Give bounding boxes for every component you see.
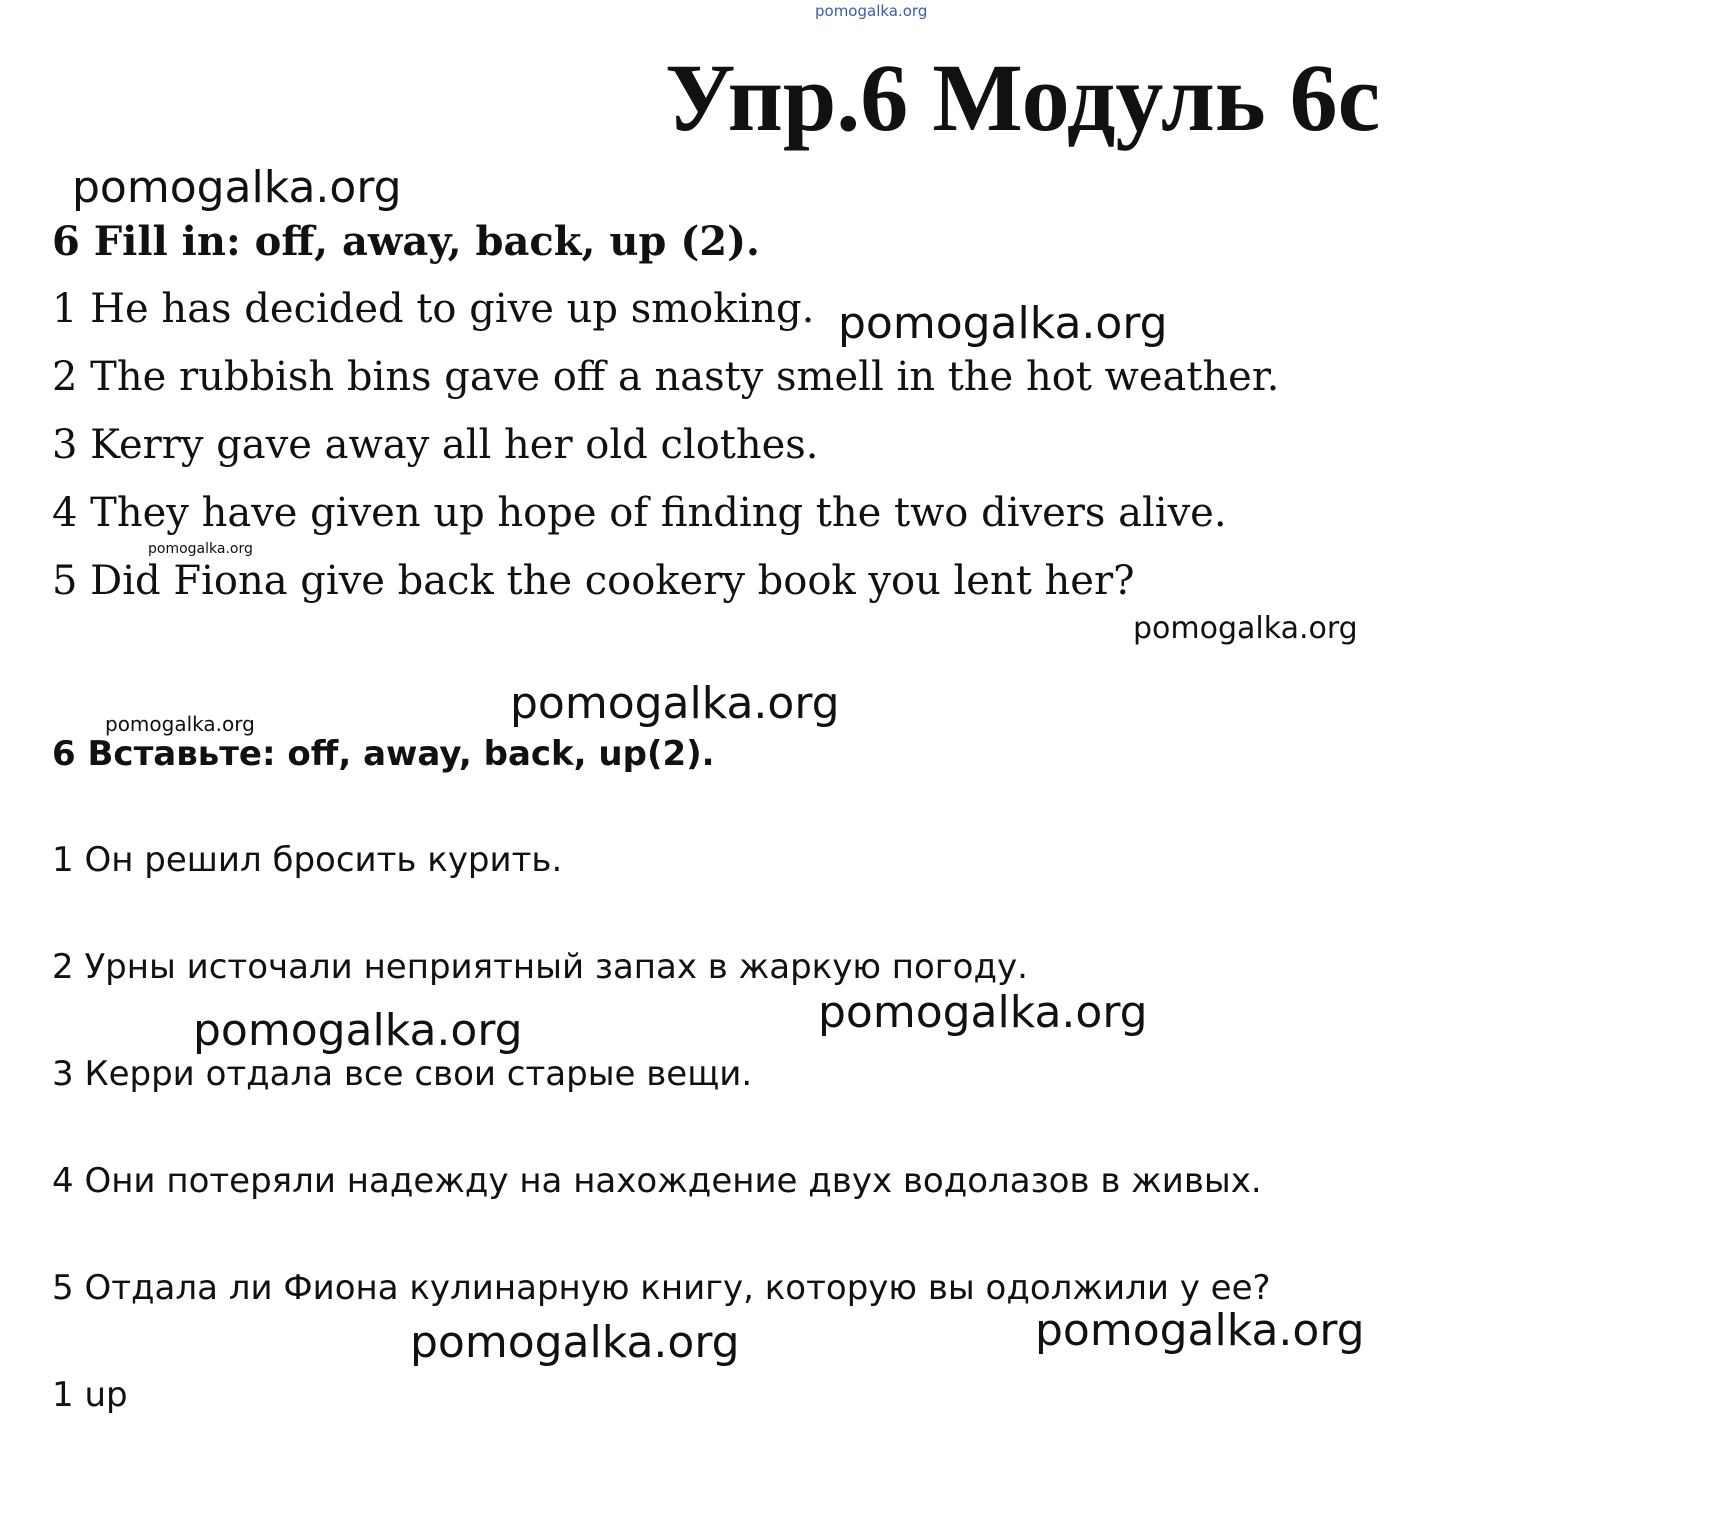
watermark: pomogalka.org — [410, 1317, 740, 1368]
russian-item: 3 Керри отдала все свои старые вещи. — [52, 1054, 753, 1094]
answer-item: 1 up — [52, 1375, 128, 1415]
watermark: pomogalka.org — [1035, 1305, 1365, 1356]
english-item: 5 Did Fiona give back the cookery book you lent her? — [52, 558, 1135, 604]
watermark: pomogalka.org — [510, 678, 840, 729]
russian-item: 2 Урны источали неприятный запах в жаркую погоду. — [52, 947, 1028, 987]
russian-item: 5 Отдала ли Фиона кулинарную книгу, которую вы одолжили у ее? — [52, 1268, 1271, 1308]
watermark-top: pomogalka.org — [815, 2, 928, 20]
russian-item: 4 Они потеряли надежду на нахождение двух водолазов в живых. — [52, 1161, 1262, 1201]
watermark: pomogalka.org — [105, 712, 255, 736]
watermark: pomogalka.org — [72, 162, 402, 213]
english-item: 4 They have given up hope of finding the two divers alive. — [52, 490, 1227, 536]
watermark: pomogalka.org — [193, 1005, 523, 1056]
english-heading: 6 Fill in: off, away, back, up (2). — [52, 218, 760, 265]
english-item: 2 The rubbish bins gave off a nasty smell in the hot weather. — [52, 354, 1280, 400]
watermark: pomogalka.org — [838, 298, 1168, 349]
english-item: 1 He has decided to give up smoking. — [52, 286, 815, 332]
english-item: 3 Kerry gave away all her old clothes. — [52, 422, 819, 468]
russian-item: 1 Он решил бросить курить. — [52, 840, 563, 880]
watermark: pomogalka.org — [818, 987, 1148, 1038]
russian-heading: 6 Вставьте: off, away, back, up(2). — [52, 734, 715, 774]
page-title: Упр.6 Модуль 6с — [665, 44, 1381, 151]
watermark: pomogalka.org — [1133, 611, 1358, 646]
watermark: pomogalka.org — [148, 541, 253, 557]
